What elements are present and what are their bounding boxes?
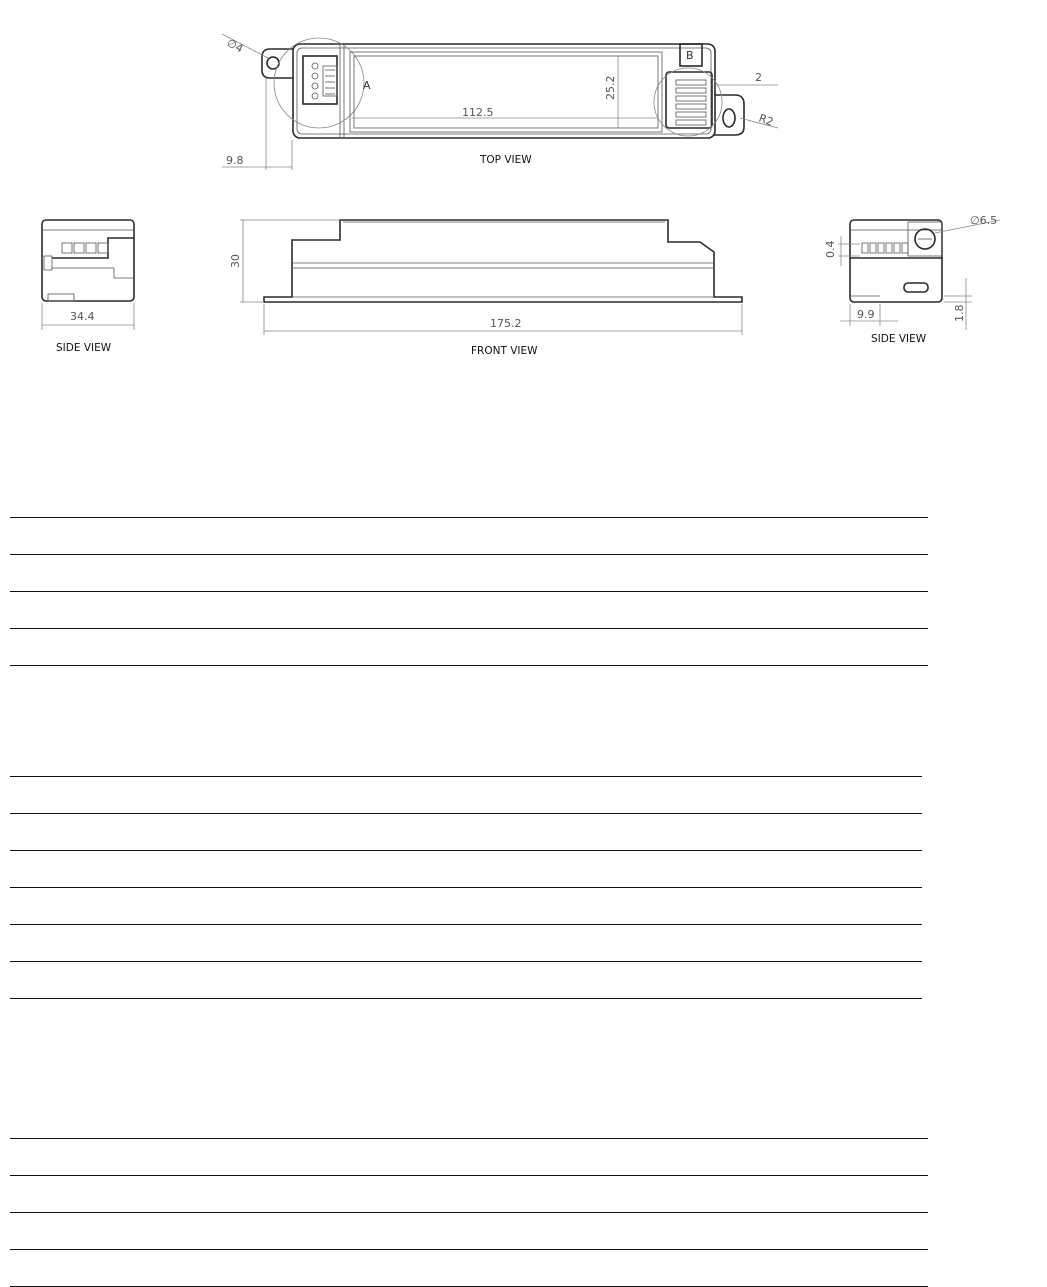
- table-rule-line: [10, 591, 928, 592]
- side-right-hole-dia-dim: ∅6.5: [970, 214, 998, 227]
- table-rule-line: [10, 1138, 928, 1139]
- front-view: [229, 220, 742, 357]
- table-rule-line: [10, 998, 922, 999]
- front-height-dim: 30: [229, 254, 242, 268]
- top-offset-right-dim: 2: [755, 71, 762, 84]
- top-view: [222, 34, 778, 170]
- table-rule-line: [10, 1175, 928, 1176]
- table-rule-line: [10, 554, 928, 555]
- side-left-width-dim: 34.4: [70, 310, 95, 323]
- table-rule-line: [10, 924, 922, 925]
- table-rule-line: [10, 1212, 928, 1213]
- side-view-right-caption: SIDE VIEW: [871, 333, 927, 345]
- side-view-left-caption: SIDE VIEW: [56, 342, 112, 354]
- front-view-caption: FRONT VIEW: [471, 345, 538, 357]
- detail-b-label: B: [686, 49, 694, 62]
- top-view-caption: TOP VIEW: [480, 154, 532, 166]
- table-rule-line: [10, 665, 928, 666]
- side-right-gap-dim: 0.4: [824, 240, 837, 258]
- table-rule-line: [10, 1249, 928, 1250]
- table-rule-line: [10, 517, 928, 518]
- table-rule-line: [10, 850, 922, 851]
- table-rule-line: [10, 887, 922, 888]
- table-rule-line: [10, 776, 922, 777]
- table-rule-line: [10, 628, 928, 629]
- top-offset-left-dim: 9.8: [226, 154, 244, 167]
- side-right-offset-dim: 9.9: [857, 308, 875, 321]
- top-hole-dia-dim: ∅4: [224, 36, 246, 56]
- table-rule-line: [10, 813, 922, 814]
- top-width-dim: 25.2: [604, 75, 617, 100]
- technical-drawing: [0, 0, 1047, 400]
- top-radius-dim: R2: [756, 111, 776, 129]
- side-view-right: [824, 214, 1000, 345]
- side-right-flange-dim: 1.8: [953, 304, 966, 322]
- side-view-left: [42, 220, 134, 354]
- top-length-dim: 112.5: [462, 106, 494, 119]
- detail-a-label: A: [363, 79, 371, 92]
- table-rule-line: [10, 961, 922, 962]
- front-length-dim: 175.2: [490, 317, 522, 330]
